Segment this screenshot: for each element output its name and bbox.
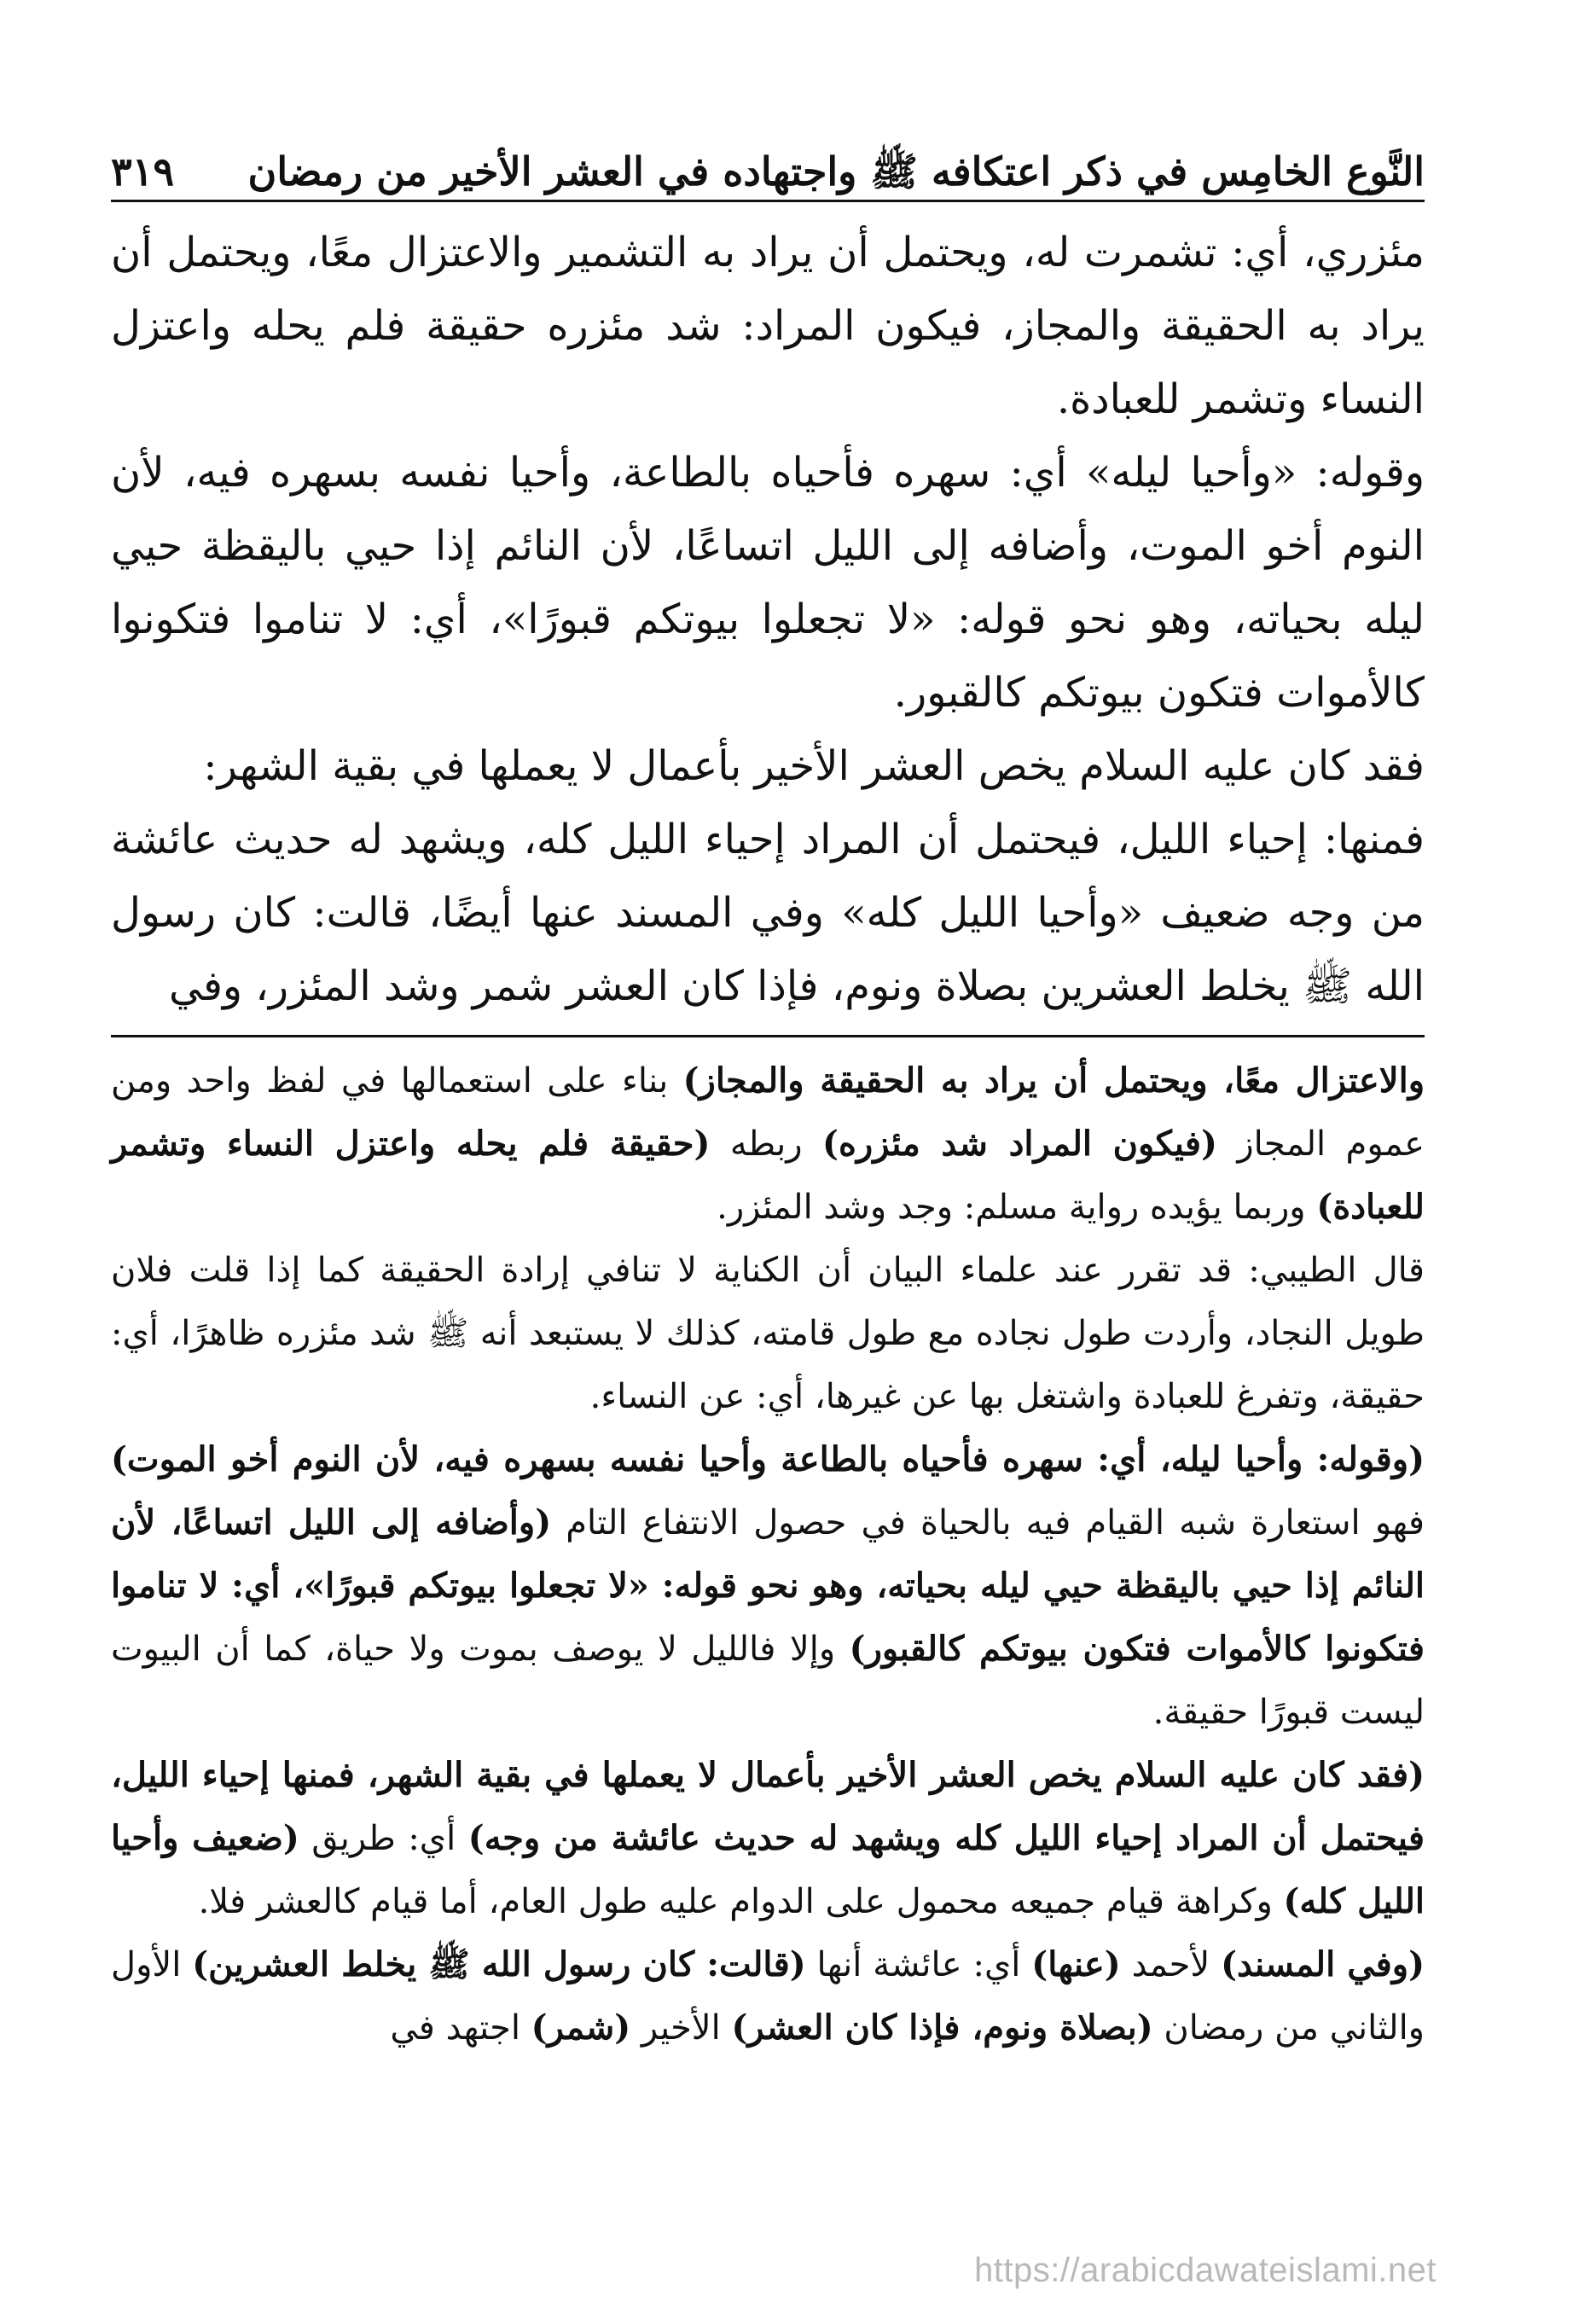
commentary-text: ربطه	[710, 1124, 823, 1164]
main-paragraph-2: وقوله: «وأحيا ليله» أي: سهره فأحياه بالطاعة، وأحيا نفسه بسهره فيه، لأن النوم أخو الموت، وأضافه إلى الليل اتساعًا، لأن النائم إذا حيي باليقظة حيي ليله بحياته، وهو نحو قوله: «لا تجعلوا بيوتكم قبورًا»، أي: لا تناموا فتكونوا كالأموات فتكون بيوتكم كالقبور.	[111, 449, 1425, 717]
commentary-text: لأحمد	[1120, 1945, 1222, 1984]
commentary-text: فهو استعارة شبه القيام فيه بالحياة في حصول الانتفاع التام	[551, 1503, 1425, 1543]
commentary-paragraph-2: قال الطيبي: قد تقرر عند علماء البيان أن الكناية لا تنافي إرادة الحقيقة كما إذا قلت فلان طويل النجاد، وأردت طول نجاده مع طول قامته، كذلك لا يستبعد أنه ﷺ شد مئزره ظاهرًا، أي: حقيقة، وتفرغ للعبادة واشتغل بها عن غيرها، أي: عن النساء.	[111, 1251, 1425, 1416]
commentary-text: وإلا فالليل لا يوصف بموت ولا حياة، كما أن البيوت ليست قبورًا حقيقة.	[111, 1630, 1425, 1732]
commentary-text: اجتهد في	[390, 2008, 531, 2048]
running-header	[111, 119, 1425, 202]
commentary-paragraph-3	[111, 1428, 1425, 1744]
commentary	[111, 1049, 1425, 2060]
commentary-text: أي: طريق	[299, 1819, 468, 1858]
main-paragraph-4: فمنها: إحياء الليل، فيحتمل أن المراد إحياء الليل كله، ويشهد له حديث عائشة من وجه ضعيف «وأحيا الليل كله» وفي المسند عنها أيضًا، قالت: كان رسول الله ﷺ يخلط العشرين بصلاة ونوم، فإذا كان العشر شمر وشد المئزر، وفي	[111, 816, 1425, 1010]
commentary-bold: (بصلاة ونوم، فإذا كان العشر)	[731, 2007, 1153, 2048]
commentary-paragraph-4	[111, 1744, 1425, 1933]
commentary-text: الأول والثاني من رمضان	[111, 1945, 1425, 2048]
commentary-bold: (فقد كان عليه السلام يخص العشر الأخير بأعمال لا يعملها في بقية الشهر، فمنها إحياء الليل، فيحتمل أن المراد إحياء الليل كله ويشهد له حديث عائشة من وجه)	[111, 1755, 1425, 1858]
main-paragraph-3: فقد كان عليه السلام يخص العشر الأخير بأعمال لا يعملها في بقية الشهر:	[203, 742, 1425, 790]
commentary-bold: والاعتزال معًا، ويحتمل أن يراد به الحقيقة والمجاز)	[682, 1060, 1425, 1101]
chapter-title: النَّوع الخامِس في ذكر اعتكافه ﷺ واجتهاده في العشر الأخير من رمضان	[247, 148, 1425, 195]
commentary-paragraph-5	[111, 1933, 1425, 2060]
commentary-bold: (شمر)	[531, 2007, 631, 2048]
page-number: ٣١٩	[111, 148, 175, 195]
watermark-url: https://arabicdawateislami.net	[974, 2251, 1437, 2289]
commentary-bold: (عنها)	[1031, 1944, 1121, 1984]
book-page	[111, 119, 1425, 2304]
commentary-text: الأخير	[630, 2008, 732, 2048]
commentary-bold: (وقوله: وأحيا ليله، أي: سهره فأحياه بالطاعة وأحيا نفسه بسهره فيه، لأن النوم أخو الموت)	[111, 1439, 1425, 1479]
commentary-text: وكراهة قيام جميعه محمول على الدوام عليه طول العام، أما قيام كالعشر فلا.	[198, 1882, 1284, 1921]
commentary-bold: (فيكون المراد شد مئزره)	[822, 1124, 1217, 1164]
main-paragraph-1: مئزري، أي: تشمرت له، ويحتمل أن يراد به التشمير والاعتزال معًا، ويحتمل أن يراد به الحقيقة والمجاز، فيكون المراد: شد مئزره حقيقة فلم يحله واعتزل النساء وتشمر للعبادة.	[111, 229, 1425, 423]
commentary-text: بناء على استعمالها في لفظ واحد ومن عموم المجاز	[111, 1061, 1425, 1164]
main-text	[111, 216, 1425, 1023]
commentary-paragraph-1	[111, 1049, 1425, 1239]
commentary-bold: (قالت: كان رسول الله ﷺ يخلط العشرين)	[192, 1944, 806, 1984]
commentary-text: وربما يؤيده رواية مسلم: وجد وشد المئزر.	[717, 1188, 1317, 1227]
text-commentary-divider	[111, 1035, 1425, 1037]
commentary-bold: (ضعيف وأحيا الليل كله)	[111, 1818, 1425, 1921]
commentary-bold: (وفي المسند)	[1221, 1944, 1425, 1984]
commentary-bold: (وأضافه إلى الليل اتساعًا، لأن النائم إذا حيي باليقظة حيي ليله بحياته، وهو نحو قوله: «لا تجعلوا بيوتكم قبورًا»، أي: لا تناموا فتكونوا كالأموات فتكون بيوتكم كالقبور)	[111, 1502, 1425, 1669]
commentary-bold: (حقيقة فلم يحله واعتزل النساء وتشمر للعبادة)	[111, 1124, 1425, 1227]
commentary-text: أي: عائشة أنها	[805, 1945, 1032, 1984]
